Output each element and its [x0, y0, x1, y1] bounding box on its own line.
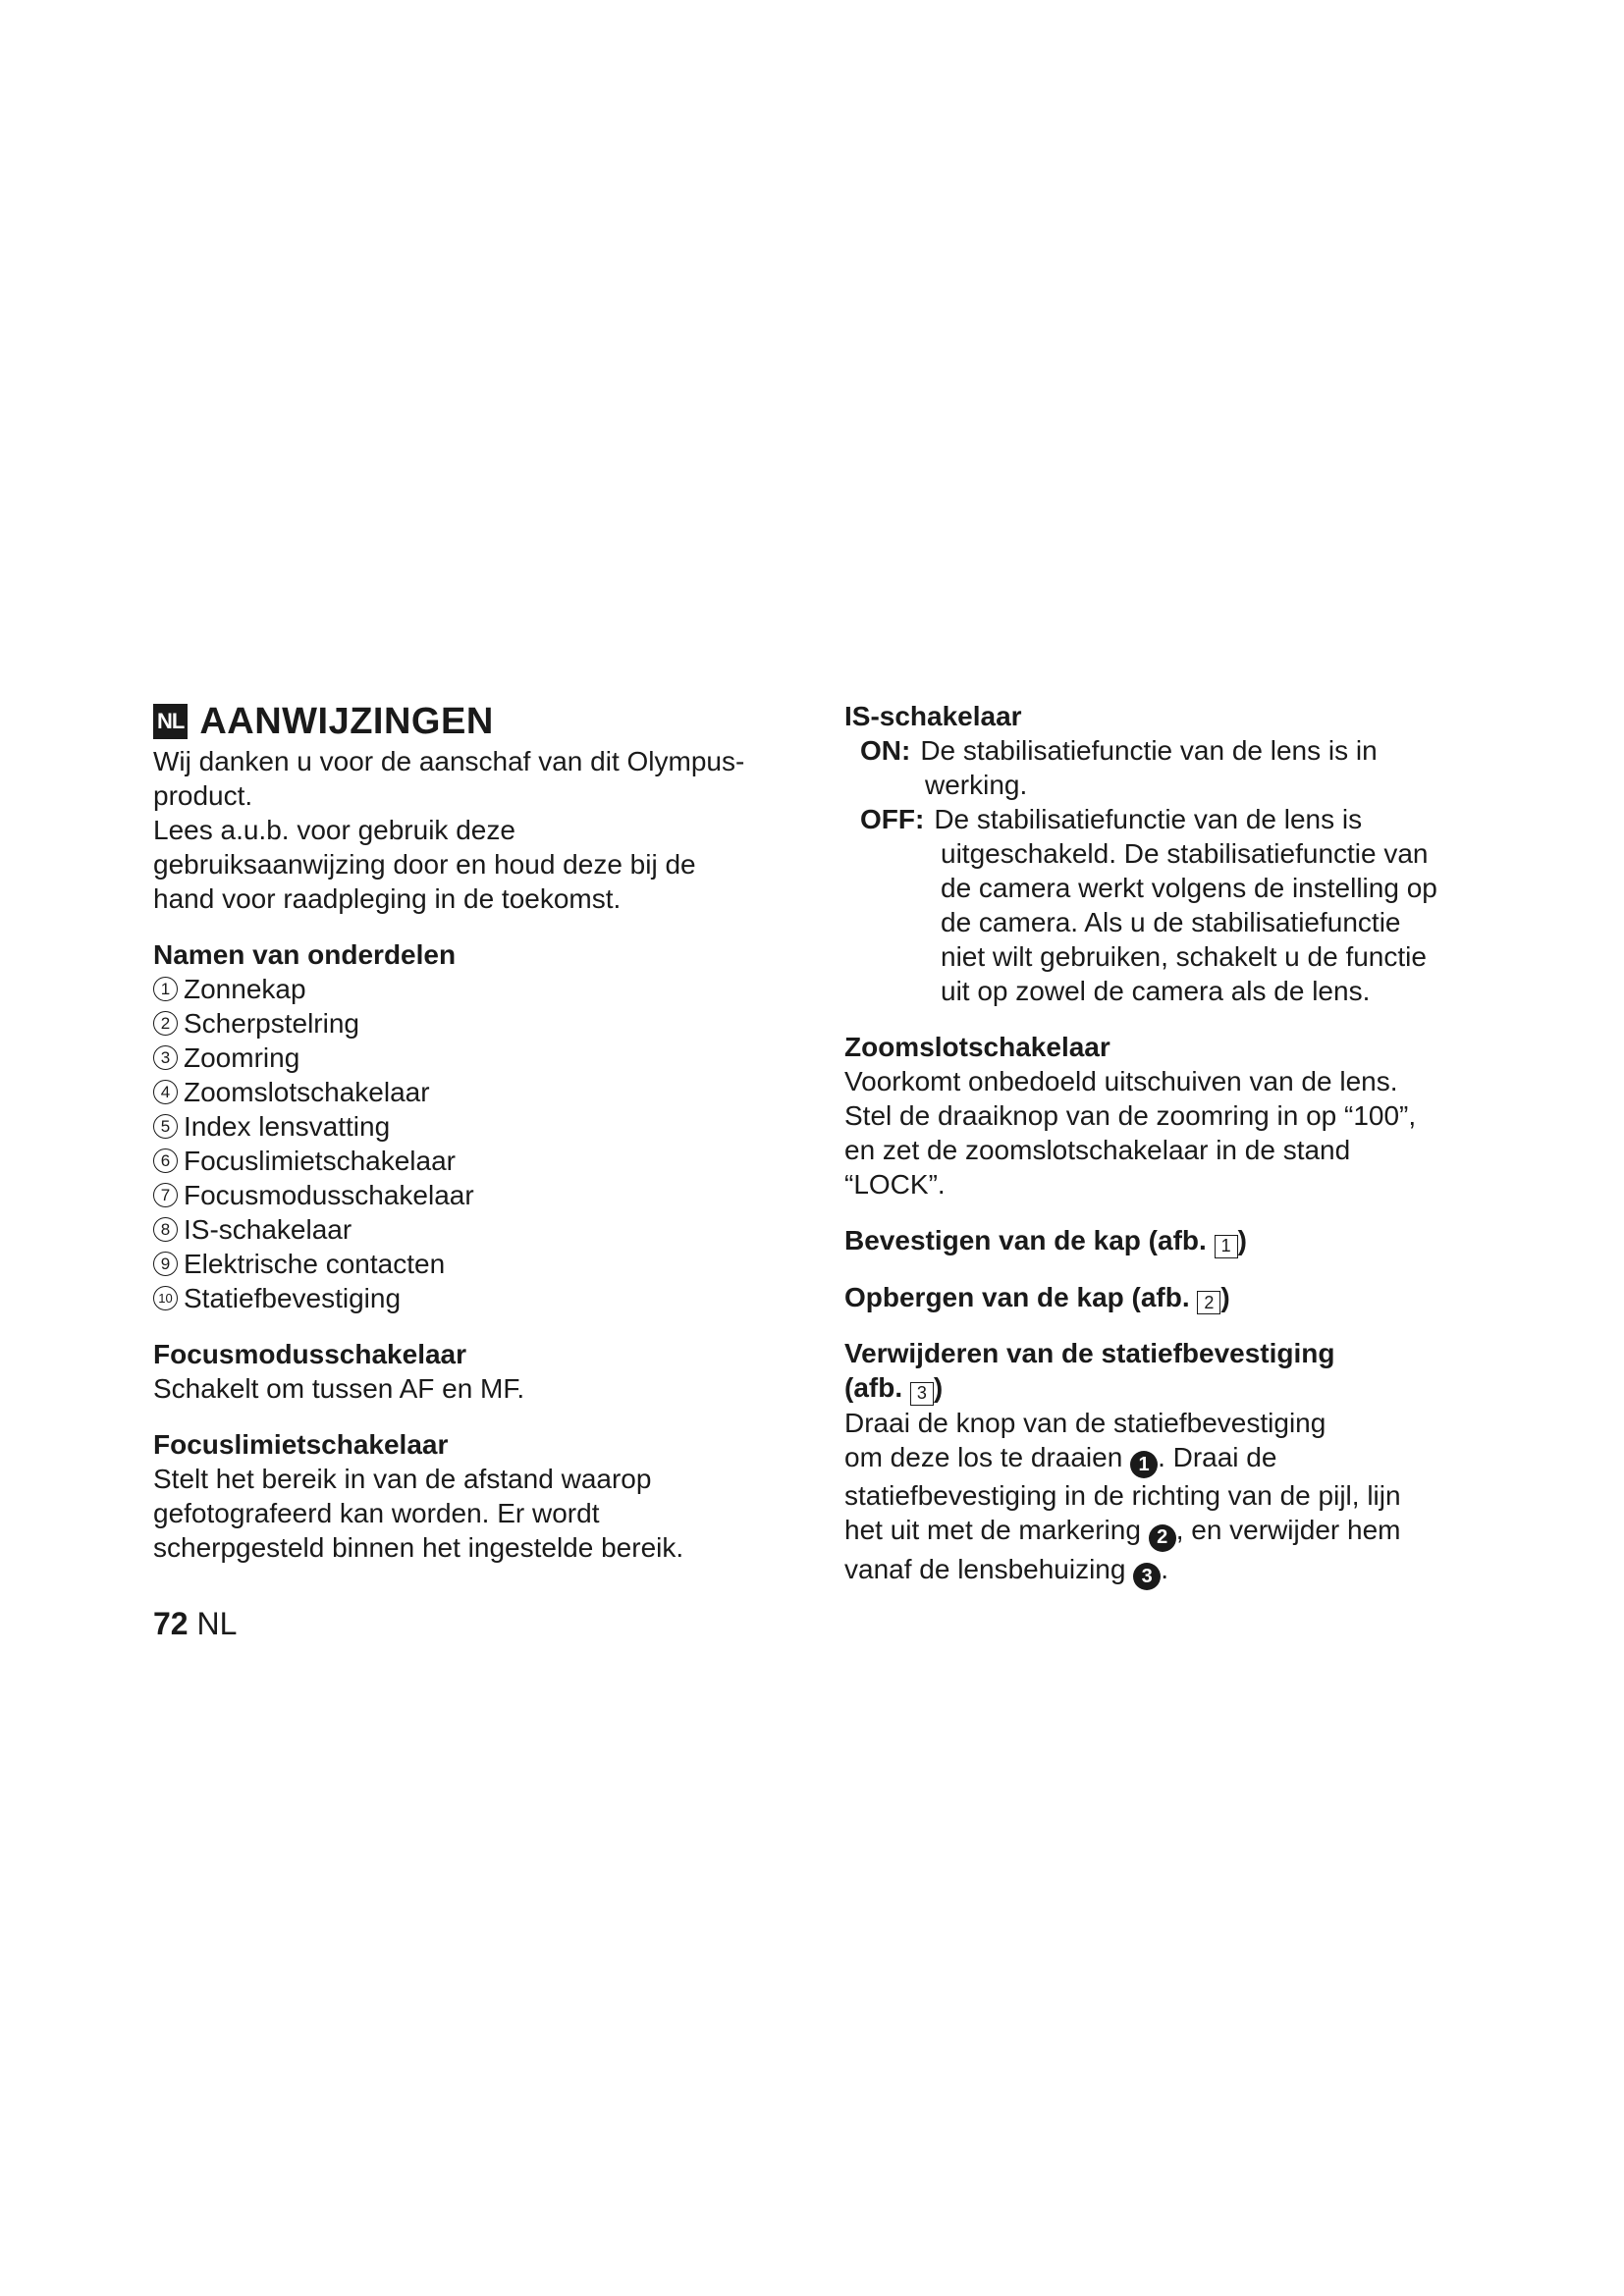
zoomlock-line: en zet de zoomslotschakelaar in de stand — [844, 1135, 1351, 1165]
hood-attach-heading — [844, 1223, 1492, 1258]
number-circle: 4 — [153, 1080, 178, 1104]
focuslimit-line: scherpgesteld binnen het ingestelde bereik. — [153, 1532, 684, 1563]
focusmode-text: Schakelt om tussen AF en MF. — [153, 1373, 525, 1404]
is-heading: IS-schakelaar — [844, 701, 1022, 731]
part-label: Index lensvatting — [184, 1111, 391, 1142]
tripod-text: , en verwijder hem — [1175, 1515, 1401, 1545]
list-item — [153, 1075, 801, 1109]
step-marker-2: 2 — [1149, 1524, 1176, 1552]
focusmode-heading: Focusmodusschakelaar — [153, 1339, 467, 1369]
tripod-line — [844, 1552, 1492, 1591]
hood-store-text: Opbergen van de kap (afb. — [844, 1281, 1190, 1312]
intro-line: product. — [153, 780, 253, 811]
title-row — [153, 699, 801, 744]
number-circle: 6 — [153, 1148, 178, 1173]
part-label: Zonnekap — [184, 974, 306, 1004]
list-item — [153, 1144, 801, 1178]
intro-line: Wij danken u voor de aanschaf van dit Olympus- — [153, 746, 745, 776]
focuslimit-heading: Focuslimietschakelaar — [153, 1429, 449, 1460]
tripod-text: vanaf de lensbehuizing — [844, 1553, 1126, 1584]
tripod-heading: Verwijderen van de statiefbevestiging — [844, 1338, 1335, 1368]
step-marker-3: 3 — [1133, 1563, 1161, 1590]
paren: ) — [1237, 1225, 1247, 1255]
figure-number: 1 — [1215, 1235, 1238, 1258]
tripod-text: om deze los te draaien — [844, 1441, 1123, 1472]
off-text: De stabilisatiefunctie van de lens is — [934, 804, 1363, 834]
number-circle: 10 — [153, 1286, 178, 1310]
number-circle: 1 — [153, 977, 178, 1001]
list-item — [153, 1178, 801, 1212]
on-text: De stabilisatiefunctie van de lens is in — [920, 735, 1378, 766]
off-text-cont: de camera. Als u de stabilisatiefunctie — [941, 907, 1401, 937]
figure-number: 3 — [910, 1382, 934, 1406]
tripod-line: Draai de knop van de statiefbevestiging — [844, 1407, 1326, 1438]
paren: ) — [1220, 1281, 1230, 1312]
part-label: Focusmodusschakelaar — [184, 1180, 474, 1210]
number-circle: 8 — [153, 1217, 178, 1242]
part-label: Scherpstelring — [184, 1008, 359, 1039]
number-circle: 5 — [153, 1114, 178, 1139]
on-text-cont: werking. — [925, 770, 1028, 800]
page-footer — [153, 1606, 237, 1642]
list-item — [153, 1281, 801, 1315]
right-column — [844, 699, 1492, 1590]
intro-line: gebruiksaanwijzing door en houd deze bij de — [153, 849, 696, 880]
page-number: 72 — [153, 1606, 189, 1641]
number-circle: 2 — [153, 1011, 178, 1036]
intro-line: hand voor raadpleging in de toekomst. — [153, 883, 622, 914]
tripod-text: het uit met de markering — [844, 1515, 1141, 1545]
tripod-heading-text: (afb. — [844, 1372, 903, 1403]
is-off-row — [844, 802, 1492, 836]
step-marker-1: 1 — [1130, 1451, 1158, 1478]
zoomlock-line: “LOCK”. — [844, 1169, 946, 1200]
tripod-text: . — [1161, 1553, 1169, 1584]
off-text-cont: de camera werkt volgens de instelling op — [941, 873, 1437, 903]
footer-lang: NL — [196, 1606, 238, 1641]
list-item — [153, 1212, 801, 1247]
list-item — [153, 972, 801, 1006]
language-badge: NL — [153, 704, 188, 739]
tripod-text: . Draai de — [1158, 1441, 1277, 1472]
number-circle: 3 — [153, 1045, 178, 1070]
focuslimit-line: Stelt het bereik in van de afstand waarop — [153, 1464, 652, 1494]
page-title: AANWIJZINGEN — [199, 700, 494, 742]
part-label: Zoomring — [184, 1042, 300, 1073]
tripod-heading-cont — [844, 1370, 1492, 1406]
tripod-line: statiefbevestiging in de richting van de pijl, lijn — [844, 1480, 1401, 1511]
parts-heading: Namen van onderdelen — [153, 939, 457, 970]
intro-line: Lees a.u.b. voor gebruik deze — [153, 815, 515, 845]
on-key: ON: — [860, 735, 911, 766]
tripod-line — [844, 1513, 1492, 1552]
hood-attach-text: Bevestigen van de kap (afb. — [844, 1225, 1207, 1255]
list-item — [153, 1247, 801, 1281]
part-label: IS-schakelaar — [184, 1214, 352, 1245]
number-circle: 9 — [153, 1252, 178, 1276]
number-circle: 7 — [153, 1183, 178, 1207]
part-label: Elektrische contacten — [184, 1249, 446, 1279]
list-item — [153, 1041, 801, 1075]
part-label: Statiefbevestiging — [184, 1283, 402, 1313]
is-on-row — [844, 733, 1492, 768]
focuslimit-line: gefotografeerd kan worden. Er wordt — [153, 1498, 600, 1528]
zoomlock-line: Stel de draaiknop van de zoomring in op “100”, — [844, 1100, 1417, 1131]
off-key: OFF: — [860, 804, 925, 834]
off-text-cont: niet wilt gebruiken, schakelt u de functie — [941, 941, 1427, 972]
list-item — [153, 1006, 801, 1041]
figure-number: 2 — [1197, 1291, 1220, 1314]
off-text-cont: uit op zowel de camera als de lens. — [941, 976, 1371, 1006]
part-label: Zoomslotschakelaar — [184, 1077, 430, 1107]
hood-store-heading — [844, 1280, 1492, 1315]
zoomlock-heading: Zoomslotschakelaar — [844, 1032, 1110, 1062]
parts-list — [153, 972, 801, 1315]
zoomlock-line: Voorkomt onbedoeld uitschuiven van de lens. — [844, 1066, 1398, 1096]
left-column — [153, 699, 801, 1565]
part-label: Focuslimietschakelaar — [184, 1146, 456, 1176]
list-item — [153, 1109, 801, 1144]
paren: ) — [933, 1372, 944, 1403]
tripod-line — [844, 1440, 1492, 1479]
off-text-cont: uitgeschakeld. De stabilisatiefunctie van — [941, 838, 1429, 869]
